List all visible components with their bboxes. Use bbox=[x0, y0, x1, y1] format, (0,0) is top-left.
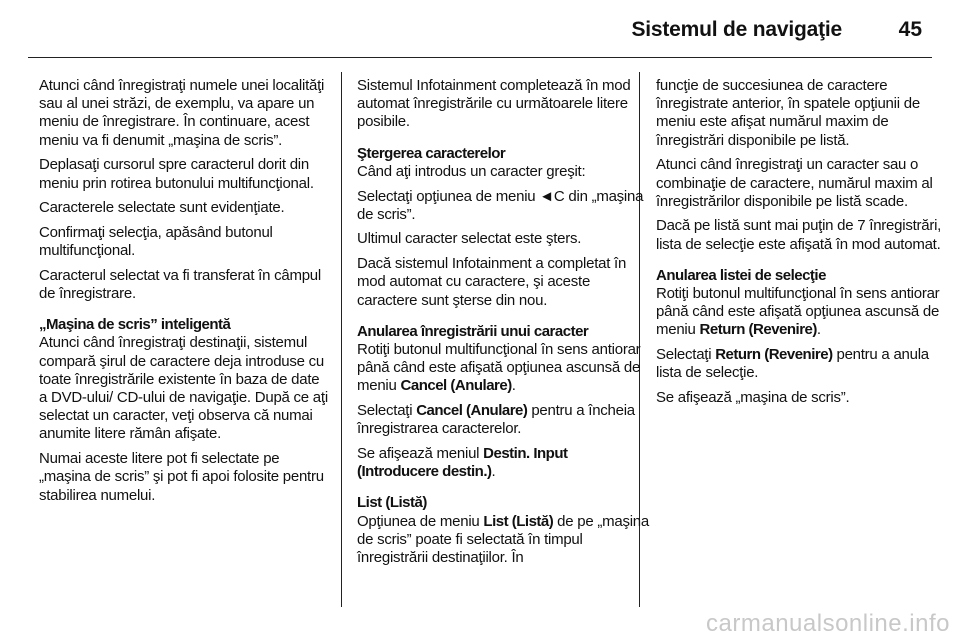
watermark: carmanualsonline.info bbox=[706, 610, 950, 637]
paragraph-text: . bbox=[511, 377, 516, 395]
section-heading: Anularea listei de selecţie bbox=[656, 266, 826, 284]
menu-option-label: Cancel (Anulare) bbox=[416, 402, 528, 420]
menu-option-label: Destin. Input (Introducere destin.) bbox=[357, 444, 568, 481]
paragraph: Se afişează „maşina de scris”. bbox=[656, 389, 850, 407]
paragraph-text: Rotiţi butonul multifuncţional în sens antiorar până când este afişată opţiunea ascunsă de meniu bbox=[357, 340, 641, 395]
paragraph: funcţie de succesiunea de caractere înregistrate anterior, în spatele opţiunii de meniu este afişat numărul maxim de înregistrări disponibile pe listă. bbox=[656, 77, 920, 149]
paragraph bbox=[357, 513, 649, 568]
paragraph-text: . bbox=[491, 463, 496, 481]
paragraph-text: pentru a încheia înregistrarea caracterelor. bbox=[357, 402, 635, 438]
text-column-2 bbox=[357, 77, 649, 574]
paragraph-text: Opţiunea de meniu bbox=[357, 512, 484, 530]
paragraph bbox=[357, 445, 649, 481]
paragraph: Atunci când înregistraţi destinaţii, sistemul compară şirul de caractere deja introduse cu toate înregistrările existente în baza de date a DVD-ului/ CD-ului de navigaţie. După ce aţi selectat un caracter, veţi observa că numai anumite litere rămân afişate. bbox=[39, 334, 328, 443]
paragraph: Atunci când înregistraţi numele unei localităţi sau al unei străzi, de exemplu, va apare un meniu de înregistrare. În continuare, acest meniu va fi denumit „maşina de scris”. bbox=[39, 77, 325, 149]
paragraph: Selectaţi opţiunea de meniu ◄C din „maşina de scris”. bbox=[357, 187, 644, 223]
section-heading: Anularea înregistrării unui caracter bbox=[357, 322, 589, 340]
paragraph bbox=[656, 285, 948, 340]
paragraph-text: pentru a anula lista de selecţie. bbox=[656, 346, 929, 382]
section-heading: „Maşina de scris” inteligentă bbox=[39, 316, 231, 334]
paragraph bbox=[357, 341, 649, 396]
paragraph-text: Selectaţi bbox=[357, 402, 417, 420]
menu-option-label: List (Listă) bbox=[483, 512, 554, 530]
paragraph: Dacă sistemul Infotainment a completat în mod automat cu caractere, şi aceste caractere sunt şterse din nou. bbox=[357, 255, 627, 309]
paragraph bbox=[357, 402, 649, 438]
page-number: 45 bbox=[898, 18, 922, 41]
page-title: Sistemul de navigaţie bbox=[631, 18, 842, 41]
paragraph: Caracterul selectat va fi transferat în câmpul de înregistrare. bbox=[39, 266, 321, 303]
column-divider-left bbox=[341, 72, 342, 607]
paragraph: Deplasaţi cursorul spre caracterul dorit din meniu prin rotirea butonului multifuncţional. bbox=[39, 156, 314, 192]
page-header bbox=[0, 0, 960, 64]
paragraph: Numai aceste litere pot fi selectate pe „maşina de scris” şi pot fi apoi folosite pentru stabilirea numelui. bbox=[39, 450, 324, 504]
paragraph-text: Selectaţi bbox=[656, 346, 716, 364]
text-column-1 bbox=[39, 77, 331, 511]
paragraph-text: . bbox=[816, 321, 821, 339]
menu-option-label: Return (Revenire) bbox=[715, 346, 833, 364]
header-rule bbox=[28, 57, 932, 58]
paragraph: Sistemul Infotainment completează în mod automat înregistrările cu următoarele litere posibile. bbox=[357, 77, 631, 131]
menu-option-label: Return (Revenire) bbox=[699, 321, 817, 339]
section-heading: Ştergerea caracterelor bbox=[357, 144, 506, 162]
paragraph: Ultimul caracter selectat este şters. bbox=[357, 230, 582, 248]
text-column-3 bbox=[656, 77, 948, 414]
paragraph-text: de pe „maşina de scris” poate fi selectată în timpul înregistrării destinaţiilor. În bbox=[357, 512, 649, 566]
paragraph bbox=[656, 346, 948, 382]
paragraph: Confirmaţi selecţia, apăsând butonul multifuncţional. bbox=[39, 223, 273, 260]
paragraph: Când aţi introdus un caracter greşit: bbox=[357, 162, 586, 180]
section-heading: List (Listă) bbox=[357, 494, 427, 512]
paragraph-text: Rotiţi butonul multifuncţional în sens antiorar până când este afişată opţiunea ascunsă de meniu bbox=[656, 285, 940, 339]
paragraph: Dacă pe listă sunt mai puţin de 7 înregistrări, lista de selecţie este afişată în mod automat. bbox=[656, 217, 942, 253]
paragraph: Atunci când înregistraţi un caracter sau o combinaţie de caractere, numărul maxim al înregistrărilor disponibile pe listă scade. bbox=[656, 156, 933, 210]
paragraph: Caracterele selectate sunt evidenţiate. bbox=[39, 199, 285, 217]
menu-option-label: Cancel (Anulare) bbox=[400, 377, 512, 395]
paragraph-text: Se afişează meniul bbox=[357, 444, 484, 462]
